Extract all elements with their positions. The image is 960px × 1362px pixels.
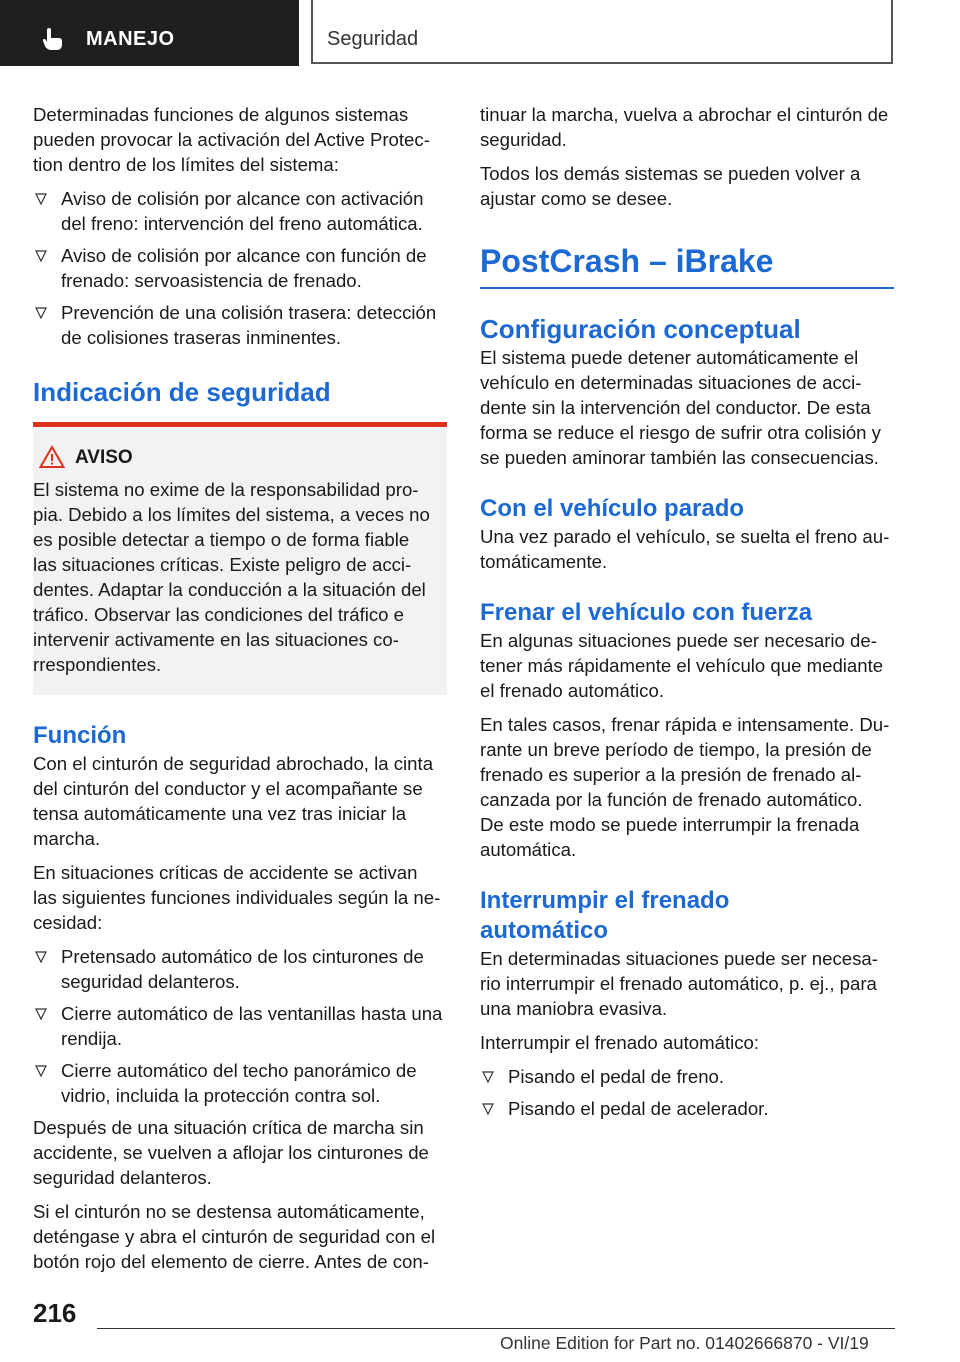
- triangle-bullet-icon: [35, 250, 47, 262]
- warning-text: El sistema no exime de la responsabilidad pro- pia. Debido a los límites del sistema, a veces no es posible detectar a tiempo o de forma fiable las situaciones críticas. Existe peligro de acci- dentes. Adaptar la conducción a la situación del tráfico. Observar las condiciones del tráfico e intervenir activamente en las situaciones co- rrespondientes.: [33, 479, 430, 675]
- chapter-label: Seguridad: [327, 28, 419, 50]
- continued-paragraph-2: Todos los demás sistemas se pueden volver a ajustar como se desee.: [480, 163, 861, 209]
- list-item: Prevención de una colisión trasera: detección de colisiones traseras inminentes.: [33, 300, 447, 350]
- page-header: [0, 0, 960, 66]
- list-item: Pisando el pedal de freno.: [480, 1064, 894, 1089]
- crash-functions-list: [33, 944, 447, 1108]
- warning-triangle-icon: [39, 445, 65, 469]
- after-paragraph-1: Después de una situación crítica de marcha sin accidente, se vuelven a aflojar los cinturones de seguridad delanteros.: [33, 1117, 429, 1188]
- safety-heading: Indicación de seguridad: [33, 377, 331, 407]
- postcrash-heading: PostCrash – iBrake: [480, 243, 774, 279]
- section-tab: [0, 0, 299, 66]
- triangle-bullet-icon: [482, 1071, 494, 1083]
- left-column: [33, 102, 447, 1283]
- triangle-bullet-icon: [35, 307, 47, 319]
- list-item: Cierre automático de las ventanillas hasta una rendija.: [33, 1001, 447, 1051]
- active-protection-list: [33, 186, 447, 350]
- brake-heading: Frenar el vehículo con fuerza: [480, 599, 813, 626]
- warning-title: AVISO: [75, 447, 133, 468]
- interrupt-heading: Interrumpir el frenado automático: [480, 887, 730, 944]
- list-item: Pisando el pedal de acelerador.: [480, 1096, 894, 1121]
- concept-heading: Configuración conceptual: [480, 314, 801, 344]
- parked-paragraph: Una vez parado el vehículo, se suelta el freno au- tomáticamente.: [480, 526, 890, 572]
- list-item: Pretensado automático de los cinturones de seguridad delanteros.: [33, 944, 447, 994]
- continued-paragraph-1: tinuar la marcha, vuelva a abrochar el cinturón de seguridad.: [480, 104, 889, 150]
- after-paragraph-2: Si el cinturón no se destensa automáticamente, deténgase y abra el cinturón de seguridad con el botón rojo del elemento de cierre. Antes de con-: [33, 1201, 436, 1272]
- interrupt-paragraph-2: Interrumpir el frenado automático:: [480, 1032, 760, 1053]
- function-heading: Función: [33, 722, 127, 749]
- warning-header: [33, 445, 439, 475]
- triangle-bullet-icon: [35, 951, 47, 963]
- page-number: 216: [33, 1298, 77, 1328]
- section-label: MANEJO: [86, 28, 175, 50]
- triangle-bullet-icon: [482, 1103, 494, 1115]
- interrupt-list: [480, 1064, 894, 1121]
- concept-paragraph: El sistema puede detener automáticamente el vehículo en determinadas situaciones de acci- dente sin la intervención del conductor. De esta forma se reduce el riesgo de sufrir otra colisión y se pueden aminorar también las consecuencias.: [480, 347, 881, 468]
- triangle-bullet-icon: [35, 1008, 47, 1020]
- function-paragraph-2: En situaciones críticas de accidente se activan las siguientes funciones individuales según la ne- cesidad:: [33, 862, 441, 933]
- intro-paragraph: Determinadas funciones de algunos sistemas pueden provocar la activación del Active Protec- tion dentro de los límites del sistema:: [33, 104, 430, 175]
- function-paragraph-1: Con el cinturón de seguridad abrochado, la cinta del cinturón del conductor y el acompañante se tensa automáticamente una vez tras iniciar la marcha.: [33, 753, 434, 849]
- right-column: [480, 102, 894, 1128]
- footer-rule: [97, 1328, 895, 1329]
- interrupt-paragraph-1: En determinadas situaciones puede ser necesa- rio interrumpir el frenado automático, p. ej., para una maniobra evasiva.: [480, 948, 878, 1019]
- list-item: Aviso de colisión por alcance con función de frenado: servoasistencia de frenado.: [33, 243, 447, 293]
- warning-box: [33, 422, 447, 695]
- hand-pointer-icon: [40, 26, 66, 52]
- list-item: Aviso de colisión por alcance con activación del freno: intervención del freno automática.: [33, 186, 447, 236]
- brake-paragraph-1: En algunas situaciones puede ser necesario de- tener más rápidamente el vehículo que mediante el frenado automático.: [480, 630, 884, 701]
- edition-note: Online Edition for Part no. 01402666870 - VI/19: [500, 1333, 869, 1353]
- parked-heading: Con el vehículo parado: [480, 495, 745, 522]
- triangle-bullet-icon: [35, 193, 47, 205]
- list-item: Cierre automático del techo panorámico de vidrio, incluida la protección contra sol.: [33, 1058, 447, 1108]
- brake-paragraph-2: En tales casos, frenar rápida e intensamente. Du- rante un breve período de tiempo, la presión de frenado es superior a la presión de frenado al- canzada por la función de frenado automático. De este modo se puede interrumpir la frenada automática.: [480, 714, 890, 860]
- chapter-tab: [311, 0, 893, 64]
- heading-rule: [480, 287, 894, 289]
- triangle-bullet-icon: [35, 1065, 47, 1077]
